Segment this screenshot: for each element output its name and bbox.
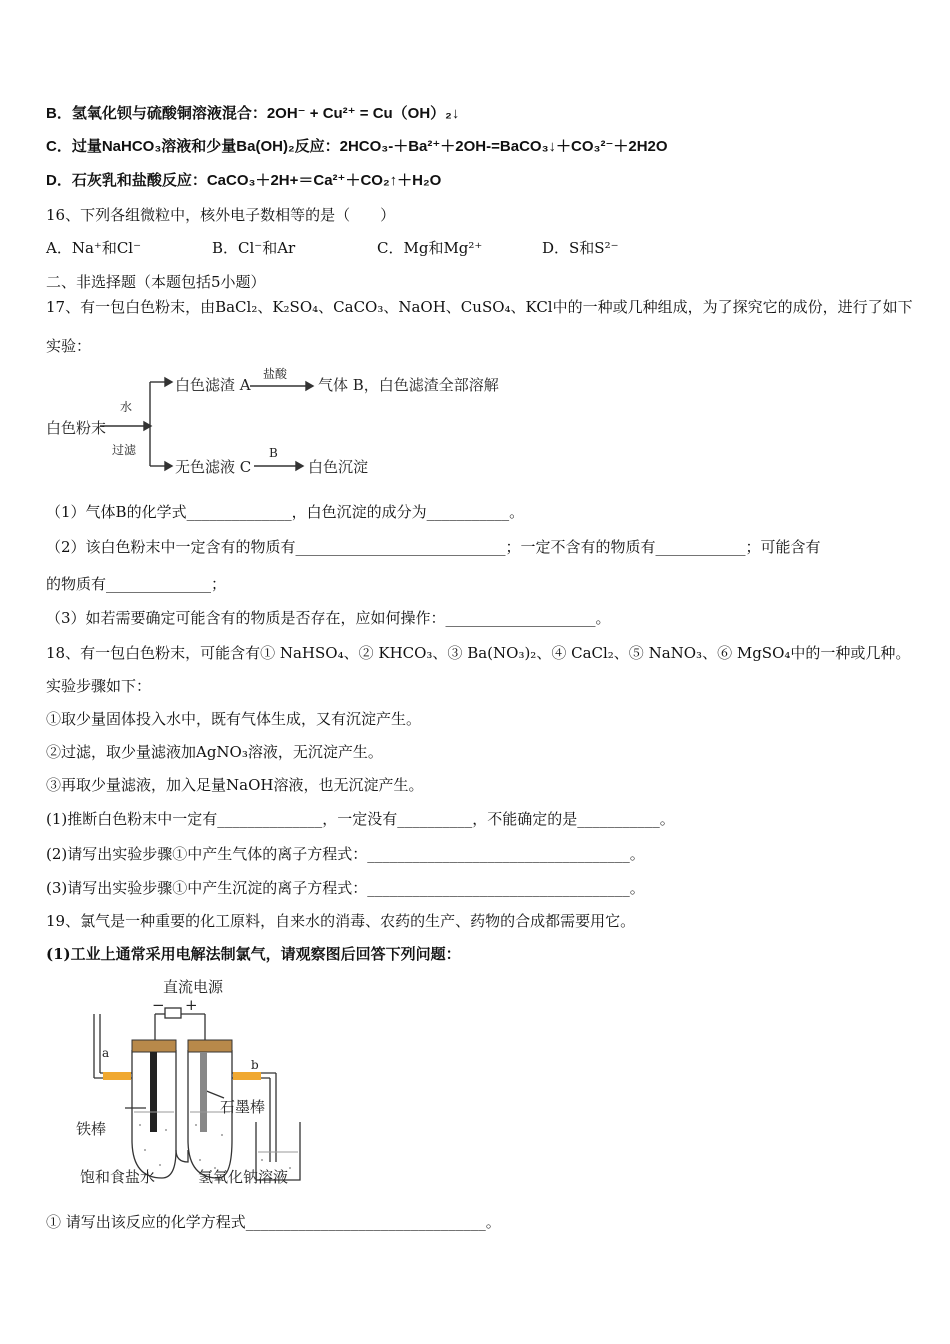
- flow-filter: 过滤: [112, 443, 137, 457]
- q16-option-b: B．Cl⁻和Ar: [212, 239, 296, 257]
- q18-steps-title: 实验步骤如下：: [46, 677, 152, 695]
- q16-option-a: A．Na⁺和Cl⁻: [46, 239, 142, 257]
- cell-iron: 铁棒: [76, 1120, 107, 1138]
- question-17: 17、有一包白色粉末，由BaCl₂、K₂SO₄、CaCO₃、NaOH、CuSO₄、KCl中的一种或几种组成，为了探究它的成份，进行了如下: [46, 298, 913, 316]
- question-16: 16、下列各组微粒中，核外电子数相等的是（ ）: [46, 206, 396, 224]
- question-17-cont: 实验：: [46, 337, 92, 355]
- cell-naoh: 氢氧化钠溶液: [198, 1168, 289, 1186]
- option-d: D．石灰乳和盐酸反应：CaCO₃＋2H+＝Ca²⁺＋CO₂↑＋H₂O: [46, 172, 442, 189]
- section-heading: 二、非选择题（本题包括5小题）: [46, 273, 266, 291]
- q17-part-1: （1）气体B的化学式______________，白色沉淀的成分为___________。: [46, 503, 525, 521]
- flow-residue-a: 白色滤渣 A: [175, 376, 251, 394]
- cell-label-a: a: [102, 1046, 110, 1060]
- flow-result-c: 白色沉淀: [308, 458, 369, 476]
- q17-part-2-cont: 的物质有______________；: [46, 575, 227, 593]
- cell-label-b: b: [251, 1058, 259, 1072]
- q17-part-2: （2）该白色粉末中一定含有的物质有____________________________；一定不含有的物质有____________；可能含有: [46, 538, 821, 556]
- flow-start: 白色粉末: [46, 419, 107, 437]
- flow-water: 水: [120, 400, 133, 414]
- cell-plus: +: [185, 996, 198, 1014]
- cell-graphite: 石墨棒: [220, 1098, 266, 1116]
- q18-step-3: ③再取少量滤液，加入足量NaOH溶液，也无沉淀产生。: [46, 776, 424, 794]
- q19-part-1: (1)工业上通常采用电解法制氯气，请观察图后回答下列问题：: [46, 945, 461, 963]
- q18-part-2: (2)请写出实验步骤①中产生气体的离子方程式：___________________________________。: [46, 845, 645, 863]
- cell-minus: −: [152, 996, 165, 1014]
- question-18: 18、有一包白色粉末，可能含有① NaHSO₄、② KHCO₃、③ Ba(NO₃)₂、④ CaCl₂、⑤ NaNO₃、⑥ MgSO₄中的一种或几种。: [46, 644, 911, 662]
- cell-power: 直流电源: [163, 978, 224, 996]
- question-19: 19、氯气是一种重要的化工原料，自来水的消毒、农药的生产、药物的合成都需要用它。: [46, 912, 636, 930]
- flow-result-a: 气体 B，白色滤渣全部溶解: [318, 376, 499, 394]
- q18-step-1: ①取少量固体投入水中，既有气体生成，又有沉淀产生。: [46, 710, 422, 728]
- cell-brine: 饱和食盐水: [80, 1168, 156, 1186]
- option-b: B．氢氧化钡与硫酸铜溶液混合：2OH⁻ + Cu²⁺ = Cu（OH）₂↓: [46, 105, 460, 122]
- q16-option-d: D．S和S²⁻: [542, 239, 619, 257]
- q16-option-c: C．Mg和Mg²⁺: [377, 239, 483, 257]
- q18-part-1: (1)推断白色粉末中一定有______________，一定没有__________，不能确定的是___________。: [46, 810, 675, 828]
- option-c: C．过量NaHCO₃溶液和少量Ba(OH)₂反应：2HCO₃-＋Ba²⁺＋2OH-=BaCO₃↓＋CO₃²⁻＋2H2O: [46, 138, 668, 155]
- flow-acid: 盐酸: [263, 367, 288, 381]
- q19-part-1-a: ① 请写出该反应的化学方程式________________________________。: [46, 1213, 501, 1231]
- q17-part-3: （3）如若需要确定可能含有的物质是否存在，应如何操作：____________________。: [46, 609, 611, 627]
- q18-part-3: (3)请写出实验步骤①中产生沉淀的离子方程式：___________________________________。: [46, 879, 645, 897]
- q18-step-2: ②过滤，取少量滤液加AgNO₃溶液，无沉淀产生。: [46, 743, 383, 761]
- flow-filtrate-c: 无色滤液 C: [175, 458, 252, 476]
- flow-reagent-b: B: [269, 446, 278, 460]
